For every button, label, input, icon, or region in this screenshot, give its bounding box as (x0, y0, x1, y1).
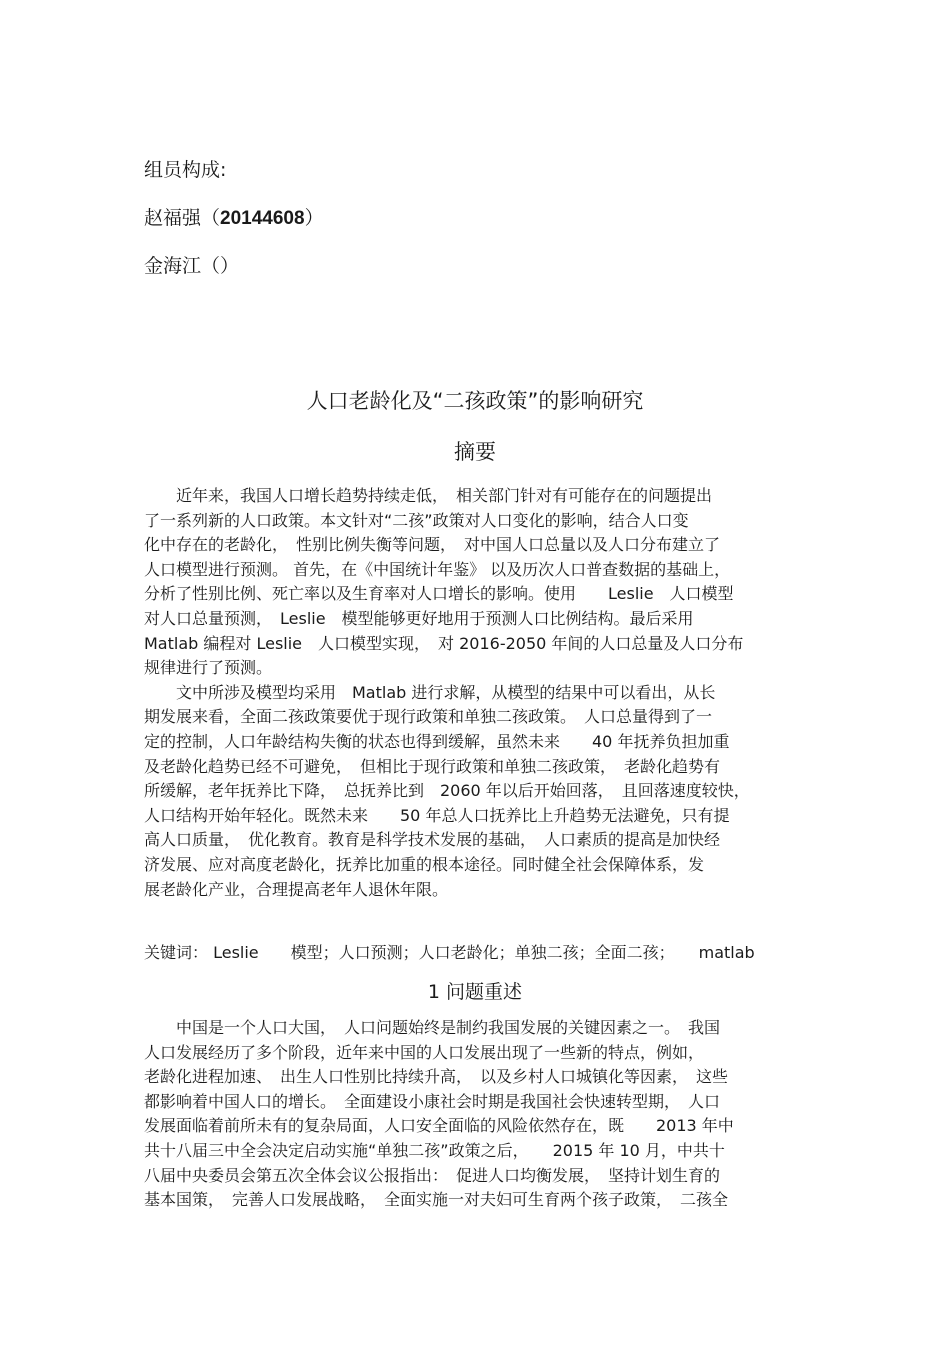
section-1-line: 都影响着中国人口的增长。 全面建设小康社会时期是我国社会快速转型期， 人口 (144, 1091, 721, 1111)
abstract-line: 人口结构开始年轻化。既然未来 50 年总人口抚养比上升趋势无法避免，只有提 (144, 805, 730, 825)
section-1-line: 老龄化进程加速、 出生人口性别比持续升高， 以及乡村人口城镇化等因素， 这些 (144, 1067, 729, 1087)
abstract-line: 对人口总量预测， Leslie 模型能够更好地用于预测人口比例结构。最后采用 (144, 608, 694, 628)
abstract-heading: 摘要 (454, 440, 496, 464)
section-1-heading: 1 问题重述 (427, 981, 523, 1003)
keywords (144, 941, 804, 966)
member-1-id: 20144608 (220, 208, 305, 229)
abstract-line: 化中存在的老龄化， 性别比例失衡等问题， 对中国人口总量以及人口分布建立了 (144, 535, 721, 555)
abstract-line: 高人口质量， 优化教育。教育是科学技术发展的基础， 人口素质的提高是加快经 (144, 830, 721, 850)
abstract-line: 展老龄化产业，合理提高老年人退休年限。 (144, 879, 449, 899)
section-1-line: 人口发展经历了多个阶段，近年来中国的人口发展出现了一些新的特点，例如， (144, 1042, 705, 1062)
abstract-line: 定的控制，人口年龄结构失衡的状态也得到缓解，虽然未来 40 年抚养负担加重 (144, 731, 730, 751)
keywords-line: 关键词： Leslie 模型；人口预测；人口老龄化；单独二孩；全面二孩； matlab (144, 943, 755, 962)
section-1-line: 中国是一个人口大国， 人口问题始终是制约我国发展的关键因素之一。 我国 (144, 1018, 721, 1037)
abstract-line: 文中所涉及模型均采用 Matlab 进行求解，从模型的结果中可以看出，从长 (144, 682, 716, 702)
member-1-close: ） (304, 207, 324, 229)
paper-title: 人口老龄化及“二孩政策”的影响研究 (306, 389, 644, 413)
abstract-line: 近年来，我国人口增长趋势持续走低， 相关部门针对有可能存在的问题提出 (144, 486, 713, 505)
section-1-line: 共十八届三中全会决定启动实施“单独二孩”政策之后， 2015 年 10 月，中共十 (144, 1140, 725, 1160)
member-2: 金海江（） (144, 255, 240, 277)
section-1-body (144, 1016, 804, 1213)
member-1 (144, 203, 324, 251)
abstract-body (144, 484, 804, 902)
abstract-line: 及老龄化趋势已经不可避免， 但相比于现行政策和单独二孩政策， 老龄化趋势有 (144, 756, 721, 776)
abstract-line: 期发展来看，全面二孩政策要优于现行政策和单独二孩政策。 人口总量得到了一 (144, 707, 713, 727)
group-members (144, 155, 324, 299)
abstract-line: 了一系列新的人口政策。本文针对“二孩”政策对人口变化的影响，结合人口变 (144, 510, 689, 530)
abstract-line: 规律进行了预测。 (144, 658, 273, 678)
member-1-name: 赵福强（ (144, 207, 221, 229)
section-1-line: 基本国策， 完善人口发展战略， 全面实施一对夫妇可生育两个孩子政策， 二孩全 (144, 1190, 729, 1210)
abstract-line: 人口模型进行预测。 首先，在《中国统计年鉴》 以及历次人口普查数据的基础上， (144, 559, 731, 579)
abstract-line: 济发展、应对高度老龄化，抚养比加重的根本途径。同时健全社会保障体系，发 (144, 854, 705, 874)
section-1-line: 发展面临着前所未有的复杂局面，人口安全面临的风险依然存在，既 2013 年中 (144, 1116, 734, 1136)
abstract-line: Matlab 编程对 Leslie 人口模型实现， 对 2016-2050 年间的人口总量及人口分布 (144, 633, 744, 653)
abstract-line: 所缓解，老年抚养比下降， 总抚养比到 2060 年以后开始回落， 且回落速度较快， (144, 781, 750, 801)
abstract-line: 分析了性别比例、死亡率以及生育率对人口增长的影响。使用 Leslie 人口模型 (144, 584, 734, 604)
members-heading: 组员构成: (144, 159, 227, 181)
section-1-line: 八届中央委员会第五次全体会议公报指出： 促进人口均衡发展， 坚持计划生育的 (144, 1165, 721, 1185)
